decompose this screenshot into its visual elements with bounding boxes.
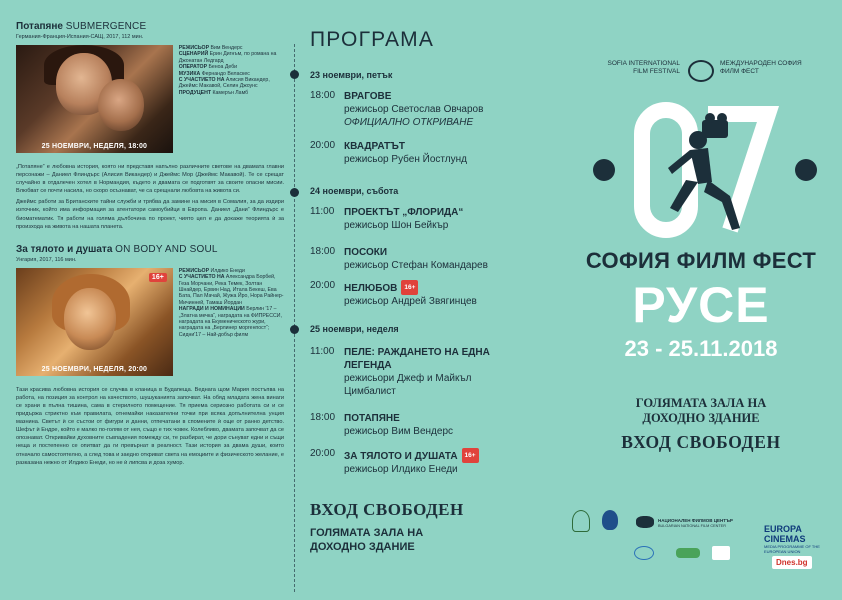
film-credits (179, 268, 284, 376)
credit-entry (179, 51, 284, 64)
nfc-logo-icon (636, 516, 654, 528)
screening-title (344, 346, 494, 372)
screening-title-text: ПОСОКИ (344, 247, 388, 258)
program-column (310, 28, 550, 52)
screening-title (344, 412, 544, 425)
screening-title-text: КВАДРАТЪТ (344, 141, 405, 152)
age-rating-badge: 16+ (401, 280, 418, 295)
film-title (16, 20, 284, 33)
credit-role: РЕЖИСЬОР (178, 45, 211, 51)
festival-name: СОФИЯ ФИЛМ ФЕСТ (585, 248, 817, 273)
program-footer (310, 500, 470, 554)
credit-entry (179, 90, 284, 96)
screening-director: режисьор Вим Вендерс (344, 426, 454, 437)
age-rating-badge: 16+ (149, 273, 167, 282)
credit-role: ПРОДУЦЕНТ (178, 89, 213, 96)
europa-cinemas-logo (764, 524, 838, 554)
film-row (16, 45, 284, 153)
credit-names: Камерън Ламб (212, 89, 249, 96)
program-day-label: 25 ноември, неделя (310, 324, 399, 334)
screening-director: режисьори Джеф и Майкъл Цимбалист (344, 373, 472, 397)
credit-entry (179, 306, 284, 338)
screening-note: ОФИЦИАЛНО ОТКРИВАНЕ (344, 117, 474, 128)
screening-director: режисьор Шон Бейкър (344, 220, 449, 231)
screening-time: 18:00 (310, 412, 336, 423)
partner-logo-icon (712, 546, 730, 560)
film-title-bg: Потапяне (16, 21, 63, 32)
free-entry-label: ВХОД СВОБОДЕН (310, 500, 464, 519)
festival-dates: 23 - 25.11.2018 (624, 336, 778, 361)
film-title (16, 243, 284, 256)
timeline-dot (290, 70, 299, 79)
screening-title (344, 280, 544, 295)
film-title-en: SUBMERGENCE (65, 21, 147, 32)
credit-role: С УЧАСТИЕТО НА (178, 77, 226, 84)
credit-role: С УЧАСТИЕТО НА (178, 274, 226, 281)
screening-info (344, 140, 544, 166)
screening-info (344, 448, 544, 476)
screening-title-text: ЗА ТЯЛОТО И ДУШАТА (344, 451, 458, 462)
partner-logo-icon (676, 548, 700, 558)
film-title-en: ON BODY AND SOUL (115, 243, 218, 255)
credit-role: НАГРАДИ И НОМИНАЦИИ (178, 306, 247, 313)
partner-logo-icon (634, 546, 654, 560)
credit-role: МУЗИКА (178, 70, 202, 77)
program-day-label: 24 ноември, събота (310, 186, 399, 196)
credit-role: ОПЕРАТОР (178, 64, 209, 71)
crest-logo-icon (602, 510, 618, 530)
screening-time: 18:00 (310, 90, 336, 101)
film-title-bg: За тялото и душата (16, 243, 113, 255)
screening-time: 20:00 (310, 280, 336, 291)
screening-title (344, 140, 544, 153)
screening-title (344, 448, 544, 463)
credit-names: Фернандо Веласкес (201, 70, 250, 77)
film-synopsis (16, 386, 284, 467)
credit-entry (179, 274, 284, 306)
film-meta: Унгария, 2017, 116 мин. (16, 256, 77, 263)
credit-role: РЕЖИСЬОР (178, 267, 211, 274)
film-meta: Германия-Франция-Испания-САЩ, 2017, 112 мин. (16, 34, 144, 40)
festival-column (560, 0, 842, 600)
screening-info (344, 246, 544, 272)
screening-title (344, 246, 544, 259)
sponsor-logos (568, 510, 838, 590)
screening-time: 18:00 (310, 246, 336, 257)
screening-time: 11:00 (310, 206, 335, 217)
film-block-on-body-and-soul (16, 243, 284, 467)
screening-time: 20:00 (310, 140, 336, 151)
screening-director: режисьор Илдико Енеди (344, 464, 458, 475)
synopsis-paragraph: Тази красива любовна история се случва в кланица в Будапеща. Веднага щом Мария постъпва на работа, на позиция за контрол на качеството, шушуканията започват. На обяд младата жена винаги се храни в пълна тишина, сама в стерилното помещение. Тя приема сериозно работата си и се придържа стриктно към правилата, отнемайки наказателни точки при всяка допълнителна унция мазнина. Светът ѝ се състои от фигури и данни, отпечатани в спомените ѝ още от ранно детство. Шефът ѝ Ендре, който е малко по-голям от нея, също е тих човек. Колебливо, двамата започват да се опознават. Откривайки духовните съвпадения помежду си, те разбират, че дори сънуват едни и същи неща и постепенно се опитват да ги превърнат в реалност. Тази история за двама души, които отначало самостоятелно, а след това и заедно откриват света на емоциите и физическото желание, е разказана нежно от Илдико Енеди, но не ѝ липсва и доза хумор. (16, 386, 284, 466)
logo-text-bg: МЕЖДУНАРОДЕН СОФИЯ ФИЛМ ФЕСТ (720, 60, 802, 75)
screening-info (344, 90, 544, 129)
screening-time: 11:00 (310, 346, 335, 357)
film-details-column (16, 20, 284, 467)
screening-title (344, 206, 544, 219)
screening-title-text: НЕЛЮБОВ (344, 283, 398, 294)
venue-label: ГОЛЯМАТА ЗАЛА НА ДОХОДНО ЗДАНИЕ (310, 527, 424, 553)
credit-names: Ерин Дигнъм, по романа на Джонатан Ледгард (178, 51, 277, 64)
europa-cinemas-text: EUROPA CINEMAS (764, 524, 806, 544)
edition-number-graphic (590, 100, 820, 240)
screening-info (344, 346, 544, 398)
screening-info (344, 280, 544, 308)
festival-free-entry: ВХОД СВОБОДЕН (621, 432, 781, 452)
film-still-image (16, 45, 173, 153)
screening-info (344, 412, 544, 438)
still-caption: 25 НОЕМВРИ, НЕДЕЛЯ, 18:00 (41, 143, 148, 150)
running-cameraman-icon (668, 113, 740, 230)
credit-names: Алисия Викандер, Джеймс Макавой, Селин Джоунс (178, 77, 270, 90)
screening-info (344, 206, 544, 232)
credit-entry (179, 77, 284, 90)
credit-names: Берлин '17 – „Златна мечка“, наградата на ФИПРЕССИ, наградата на Екуменическото жури, наградата на „Берлинер моргенпост“; Сидни'17 – Най-добър филм (178, 306, 282, 338)
festival-city: РУСЕ (632, 277, 770, 333)
film-row (16, 268, 284, 376)
synopsis-paragraph: „Потапяне“ е любовна история, която ни представя напълно различните светове на двамата главни персонажи – Даниел Флиндърс (Алисия Викандер) и Джеймс Мор (Джеймс Макавой). Те се срещат случайно в отдалечен хотел в Нормандия, където и двамата се подготвят за своите опасни мисии. Влюбват се почти насила, но скоро осъзнават, че са срещнали любовта на живота си. (16, 164, 284, 195)
screening-title (344, 90, 544, 103)
municipality-ruse-logo-icon (572, 510, 590, 532)
credit-role: СЦЕНАРИЙ (178, 51, 210, 58)
screening-director: режисьор Андрей Звягинцев (344, 296, 477, 307)
age-rating-badge: 16+ (462, 448, 479, 463)
screening-director: режисьор Стефан Командарев (344, 260, 488, 271)
screening-time: 20:00 (310, 448, 336, 459)
screening-title-text: ПЕЛЕ: РАЖДАНЕТО НА ЕДНА ЛЕГЕНДА (344, 347, 490, 371)
synopsis-paragraph: Джеймс работи за Британските тайни служби и трябва да замине на мисия в Сомалия, за да издири източник, който има информация за атентатори самоубийци в Европа. Даниел „Дани“ Флиндърс е биоматематик. Тя работи на голяма дълбочина по проект, чиято цел е да докаже теорията ѝ за произхода на живота на нашата планета. (16, 199, 284, 230)
film-synopsis (16, 163, 284, 231)
film-reel-emblem-icon (688, 60, 714, 82)
nfc-logo-text-en: BULGARIAN NATIONAL FILM CENTER (658, 524, 726, 528)
film-credits (179, 45, 284, 153)
credit-names: Илдико Енеди (210, 267, 245, 274)
screening-title-text: ВРАГОВЕ (344, 91, 392, 102)
timeline-dot (290, 325, 299, 334)
film-still-image (16, 268, 173, 376)
screening-title-text: ПОТАПЯНЕ (344, 413, 400, 424)
credit-names: Беноа Деби (208, 64, 238, 71)
screening-director: режисьор Светослав Овчаров (344, 104, 484, 115)
timeline-divider (294, 44, 295, 592)
festival-venue (560, 396, 842, 426)
nfc-logo-text: НАЦИОНАЛЕН ФИЛМОВ ЦЕНТЪР (658, 518, 733, 523)
still-caption: 25 НОЕМВРИ, НЕДЕЛЯ, 20:00 (41, 365, 148, 373)
screening-director: режисьор Рубен Йостлунд (344, 154, 467, 165)
film-block-submergence (16, 20, 284, 231)
venue-text: ГОЛЯМАТА ЗАЛА НА ДОХОДНО ЗДАНИЕ (635, 396, 767, 425)
screening-title-text: ПРОЕКТЪТ „ФЛОРИДА“ (344, 207, 464, 218)
dnes-bg-logo: Dnes.bg (772, 556, 812, 569)
logo-text-en: SOFIA INTERNATIONAL FILM FESTIVAL (607, 60, 680, 75)
festival-logo (602, 60, 812, 96)
europa-cinemas-subtext: MEDIA PROGRAMME OF THE EUROPEAN UNION (764, 544, 820, 554)
timeline-dot (290, 188, 299, 197)
credit-names: Вим Вендерс (210, 45, 243, 51)
program-day-label: 23 ноември, петък (310, 70, 393, 80)
program-title: ПРОГРАМА (310, 28, 435, 51)
credit-names: Александра Борбей, Геза Морчани, Река Темек, Золтан Шнайдер, Ервин Над, Итала Бекеш, Ева Бата, Пал Мачай, Жужа Йро, Нора Райнер-Мичинней, Тамаш Йордан (178, 274, 284, 306)
